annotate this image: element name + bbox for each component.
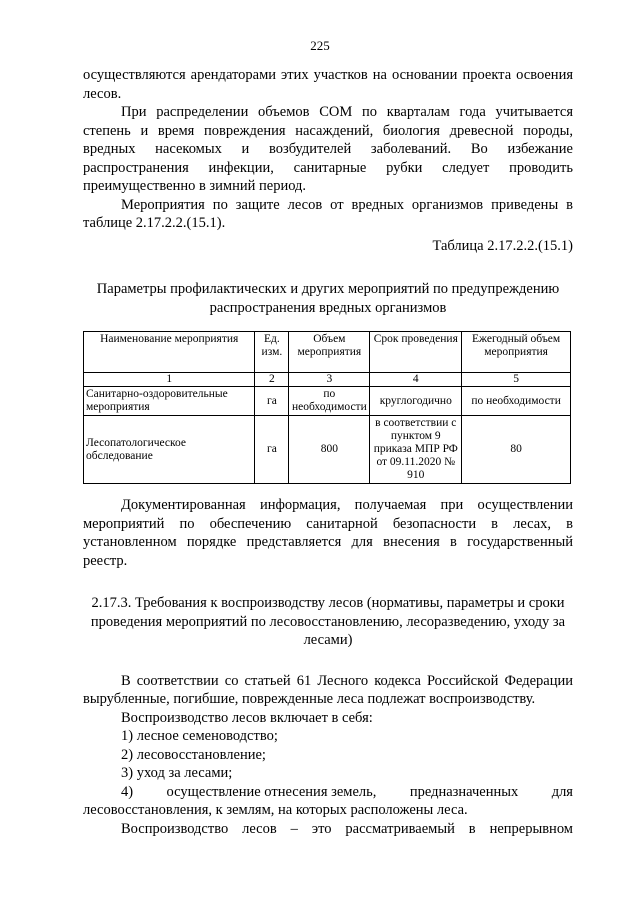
- table-header-cell: Ед. изм.: [255, 332, 289, 373]
- list-item: 3) уход за лесами;: [121, 765, 233, 781]
- table-title: Параметры профилактических и других мероприятий по предупреждению распространения вредных организмов: [96, 281, 560, 316]
- table-cell: 80: [462, 416, 571, 484]
- paragraph-3: Мероприятия по защите лесов от вредных организмов приведены в таблице 2.17.2.2.(15.1).: [83, 196, 573, 231]
- last-line-word: –: [290, 820, 298, 837]
- section-heading: 2.17.3. Требования к воспроизводству лесов (нормативы, параметры и сроки проведения мероприятий по лесовосстановлению, лесоразведению, уходу за лесами): [90, 595, 566, 648]
- paragraph-1: осуществляются арендаторами этих участков на основании проекта освоения лесов.: [83, 67, 573, 102]
- table-label: Таблица 2.17.2.2.(15.1): [432, 237, 573, 254]
- page-number: 225: [310, 38, 330, 53]
- table-row: [84, 416, 571, 484]
- after-table-paragraph: Документированная информация, получаемая при осуществлении мероприятий по обеспечению санитарной безопасности в лесах, в установленном порядке представляется для внесения в государственный реестр.: [83, 497, 573, 569]
- section-paragraph: В соответствии со статьей 61 Лесного кодекса Российской Федерации вырубленные, погибшие, поврежденные леса подлежат воспроизводству.: [83, 672, 573, 707]
- table-row: [84, 387, 571, 416]
- list-item: 1) лесное семеноводство;: [121, 728, 278, 744]
- table-cell: по необходимости: [462, 387, 571, 416]
- table-header-row: [84, 332, 571, 373]
- list-item-4-part: для: [551, 783, 573, 800]
- last-line: [83, 820, 573, 839]
- table-cell: 800: [289, 416, 370, 484]
- list-item-4-part: предназначенных: [409, 783, 519, 800]
- table-number-cell: 1: [84, 373, 255, 387]
- table-cell: га: [255, 387, 289, 416]
- table-cell: круглогодично: [370, 387, 462, 416]
- paragraph-2: При распределении объемов СОМ по кварталам года учитывается степень и время повреждения насаждений, биология древесной породы, вредных насекомых и возбудителей заболеваний. Во избежание распространения инфекции, санитарные рубки следует проводить преимущественно в зимний период.: [83, 104, 573, 194]
- table-number-cell: 4: [370, 373, 462, 387]
- last-line-word: это: [311, 820, 332, 837]
- table-number-cell: 5: [462, 373, 571, 387]
- table-number-cell: 3: [289, 373, 370, 387]
- last-line-word: лесов: [242, 820, 277, 837]
- list-item: 2) лесовосстановление;: [121, 746, 266, 763]
- document-body: [83, 66, 573, 838]
- table-cell: в соответствии с пунктом 9 приказа МПР РФ от 09.11.2020 № 910: [370, 416, 462, 484]
- last-line-word: Воспроизводство: [121, 820, 229, 837]
- table-number-row: [84, 373, 571, 387]
- includes-label: Воспроизводство лесов включает в себя:: [121, 709, 373, 726]
- table-cell: Лесопатологическое обследование: [84, 416, 255, 484]
- table-header-cell: Срок проведения: [370, 332, 462, 373]
- table-cell: Санитарно-оздоровительные мероприятия: [84, 387, 255, 416]
- list-item-4-continuation: лесовосстановления, к землям, на которых расположены леса.: [83, 802, 468, 818]
- table-number-cell: 2: [255, 373, 289, 387]
- list-item-4-part: осуществление отнесения земель,: [166, 783, 377, 800]
- last-line-word: рассматриваемый: [345, 820, 455, 837]
- measures-table: [83, 331, 571, 484]
- table-cell: по необходимости: [289, 387, 370, 416]
- table-header-cell: Объем мероприятия: [289, 332, 370, 373]
- table-header-cell: Ежегодный объем мероприятия: [462, 332, 571, 373]
- last-line-word: непрерывном: [489, 820, 573, 837]
- table-cell: га: [255, 416, 289, 484]
- list-item-4-part: 4): [121, 783, 134, 800]
- table-header-cell: Наименование мероприятия: [84, 332, 255, 373]
- list-item-4-line: [83, 783, 573, 802]
- last-line-word: в: [468, 820, 476, 837]
